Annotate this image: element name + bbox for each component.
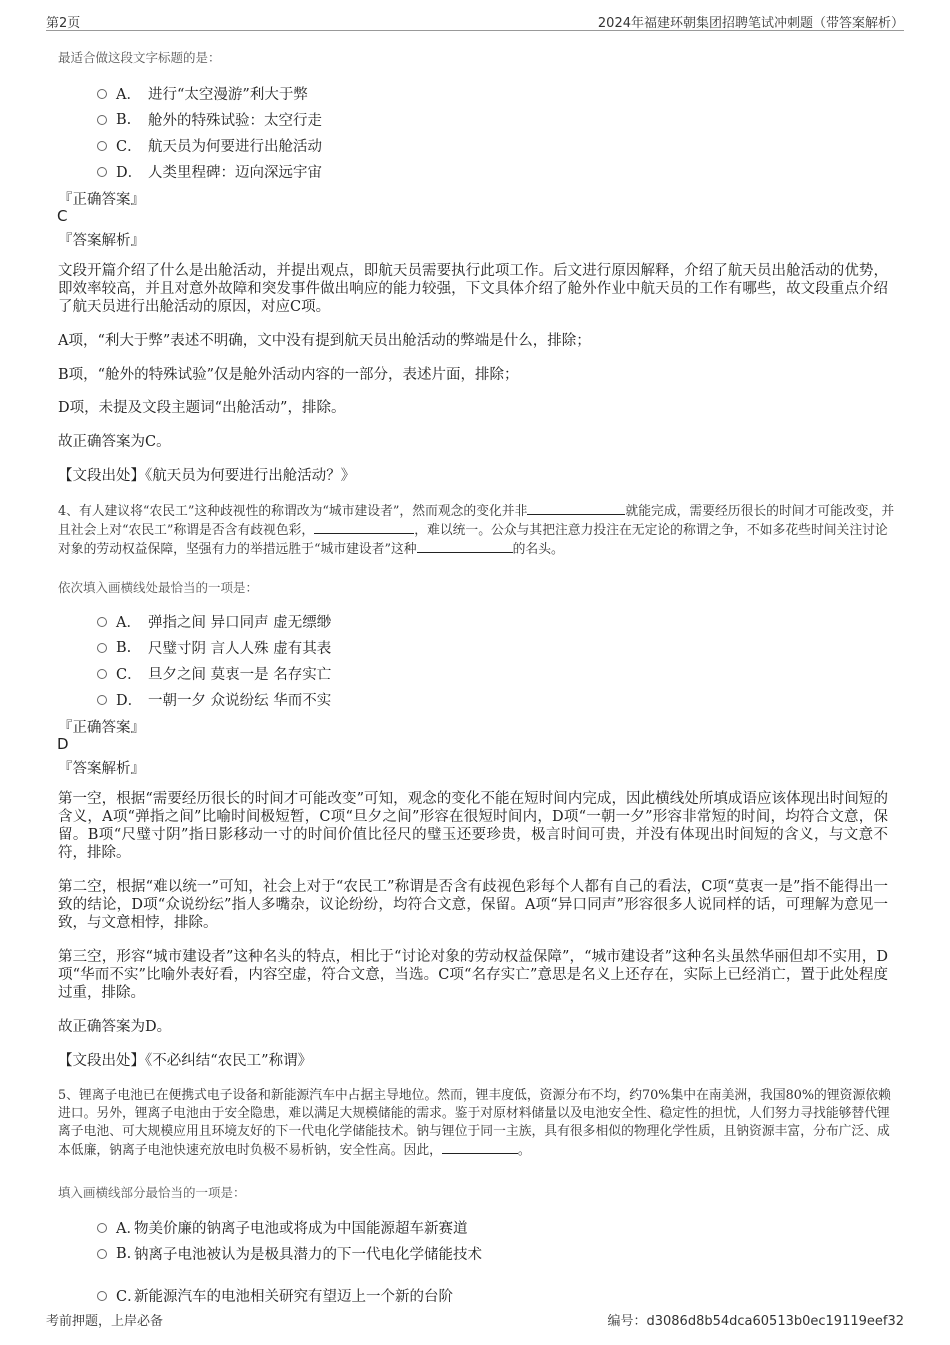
blank-line: [527, 502, 625, 515]
analysis-paragraph: D项，未提及文段主题词“出舱活动”，排除。: [58, 400, 346, 416]
option-c[interactable]: [97, 1285, 453, 1306]
radio-icon[interactable]: [97, 643, 107, 653]
correct-answer: D: [57, 735, 69, 753]
option-text: 弹指之间 异口同声 虚无缥缈: [148, 615, 332, 631]
option-letter: B.: [116, 111, 132, 128]
source-citation: 【文段出处】《不必纠结“农民工”称谓》: [58, 1053, 313, 1069]
source-citation: 【文段出处】《航天员为何要进行出舱活动？》: [58, 468, 356, 484]
answer-label: 『正确答案』: [58, 192, 145, 208]
question-prompt: 依次填入画横线处最恰当的一项是：: [58, 580, 259, 595]
analysis-paragraph: 文段开篇介绍了什么是出舱活动，并提出观点，即航天员需要执行此项工作。后文进行原因解释，介绍了航天员出舱活动的优势，即效率较高，并且对意外故障和突发事件做出响应的能力较强，下文具体介绍了舱外作业中航天员的工作有哪些，故文段重点介绍了航天员进行出舱活动的原因，对应C项。: [58, 263, 888, 315]
option-letter: C．: [116, 139, 142, 155]
option-text: 进行“太空漫游”利大于弊: [148, 87, 308, 103]
option-d[interactable]: [97, 161, 322, 182]
option-text: 新能源汽车的电池相关研究有望迈上一个新的台阶: [134, 1289, 453, 1305]
option-text: 人类里程碑：迈向深远宇宙: [148, 165, 322, 181]
option-text: 航天员为何要进行出舱活动: [148, 139, 322, 155]
radio-icon[interactable]: [97, 695, 107, 705]
question-stem: 4、有人建议将“农民工”这种歧视性的称谓改为“城市建设者”，然而观念的变化并非 就能完成，需要经历很长的时间才可能改变，并且社会上对“农民工”称谓是否含有歧视色彩， ，难以统一。公众与其把注意力投注在无定论的称谓之争，不如多花些时间关注讨论对象的劳动权益保障，坚强有力的举措远胜于“城市建设者”这种 的名头。: [58, 504, 895, 557]
option-letter: D．: [116, 165, 143, 181]
radio-icon[interactable]: [97, 1249, 107, 1259]
option-text: 尺璧寸阴 言人人殊 虚有其表: [148, 641, 332, 657]
option-text: 钠离子电池被认为是极具潜力的下一代电化学储能技术: [134, 1247, 482, 1263]
option-a[interactable]: [97, 83, 308, 104]
option-a[interactable]: [97, 1217, 468, 1238]
analysis-paragraph: 第二空，根据“难以统一”可知，社会上对于“农民工”称谓是否含有歧视色彩每个人都有自己的看法，C项“莫衷一是”指不能得出一致的结论，D项“众说纷纭”指人多嘴杂，议论纷纷，均符合文意，保留。A项“异口同声”形容很多人说同样的话，可理解为意见一致，与文意相悖，排除。: [58, 879, 888, 931]
option-b[interactable]: [97, 637, 331, 658]
question-stem: 5、锂离子电池已在便携式电子设备和新能源汽车中占据主导地位。然而，锂丰度低，资源分布不均，约70%集中在南美洲，我国80%的锂资源依赖进口。另外，锂离子电池由于安全隐患，难以满足大规模储能的需求。鉴于对原材料储量以及电池安全性、稳定性的担忧，人们努力寻找能够替代锂离子电池、可大规模应用且环境友好的下一代电化学储能技术。钠与锂位于同一主族，具有很多相似的物理化学性质，且钠资源丰富，分布广泛、成本低廉，钠离子电池快速充放电时负极不易析钠，安全性高。因此， 。: [58, 1088, 891, 1158]
option-letter: C．: [116, 667, 142, 683]
option-c[interactable]: [97, 663, 331, 684]
analysis-paragraph: A项，“利大于弊”表述不明确，文中没有提到航天员出舱活动的弊端是什么，排除；: [58, 333, 591, 349]
analysis-conclusion: 故正确答案为C。: [58, 434, 171, 450]
option-b[interactable]: [97, 109, 322, 130]
answer-label: 『正确答案』: [58, 720, 145, 736]
option-c[interactable]: [97, 135, 322, 156]
document-id: 编号：d3086d8b54dca60513b0ec19119eef32: [607, 1314, 904, 1329]
radio-icon[interactable]: [97, 669, 107, 679]
analysis-label: 『答案解析』: [58, 233, 145, 249]
option-letter: B.: [116, 1245, 132, 1262]
option-letter: D．: [116, 693, 143, 709]
radio-icon[interactable]: [97, 141, 107, 151]
radio-icon[interactable]: [97, 167, 107, 177]
option-letter: A．: [116, 1221, 141, 1237]
option-letter: A．: [116, 87, 141, 103]
option-text: 舱外的特殊试验：太空行走: [148, 113, 322, 129]
question-prompt: 最适合做这段文字标题的是：: [58, 50, 221, 65]
analysis-paragraph: 第三空，形容“城市建设者”这种名头的特点，相比于“讨论对象的劳动权益保障”，“城市建设者”这种名头虽然华丽但却不实用，D项“华而不实”比喻外表好看，内容空虚，符合文意，当选。C项“名存实亡”意思是名义上还存在，实际上已经消亡，置于此处程度过重，排除。: [58, 949, 888, 1001]
analysis-label: 『答案解析』: [58, 761, 145, 777]
option-text: 一朝一夕 众说纷纭 华而不实: [148, 693, 332, 709]
option-letter: C．: [116, 1289, 142, 1305]
option-d[interactable]: [97, 689, 331, 710]
question-prompt: 填入画横线部分最恰当的一项是：: [58, 1185, 246, 1200]
option-b[interactable]: [97, 1243, 482, 1264]
page-header: [46, 8, 904, 31]
analysis-paragraph: B项，“舱外的特殊试验”仅是舱外活动内容的一部分，表述片面，排除；: [58, 367, 519, 383]
option-letter: A．: [116, 615, 141, 631]
radio-icon[interactable]: [97, 89, 107, 99]
radio-icon[interactable]: [97, 1223, 107, 1233]
option-text: 旦夕之间 莫衷一是 名存实亡: [148, 667, 332, 683]
option-letter: B.: [116, 639, 132, 656]
radio-icon[interactable]: [97, 1291, 107, 1301]
radio-icon[interactable]: [97, 115, 107, 125]
option-text: 物美价廉的钠离子电池或将成为中国能源超车新赛道: [134, 1221, 468, 1237]
analysis-paragraph: 第一空，根据“需要经历很长的时间才可能改变”可知，观念的变化不能在短时间内完成，因此横线处所填成语应该体现出时间短的含义，A项“弹指之间”比喻时间极短暂，C项“旦夕之间”形容在很短时间内，D项“一朝一夕”形容非常短的时间，均符合文意，保留。B项“尺璧寸阴”指日影移动一寸的时间价值比径尺的璧玉还要珍贵，极言时间可贵，并没有体现出时间短的含义，与文意不符，排除。: [58, 791, 888, 861]
analysis-conclusion: 故正确答案为D。: [58, 1019, 172, 1035]
option-a[interactable]: [97, 611, 331, 632]
blank-line: [442, 1141, 518, 1154]
document-title: 2024年福建环朝集团招聘笔试冲刺题（带答案解析）: [597, 16, 904, 31]
blank-line: [314, 521, 414, 534]
blank-line: [417, 540, 513, 553]
page-number: 第2页: [46, 16, 81, 31]
correct-answer: C: [57, 207, 68, 225]
footer-slogan: 考前押题，上岸必备: [46, 1314, 164, 1329]
radio-icon[interactable]: [97, 617, 107, 627]
